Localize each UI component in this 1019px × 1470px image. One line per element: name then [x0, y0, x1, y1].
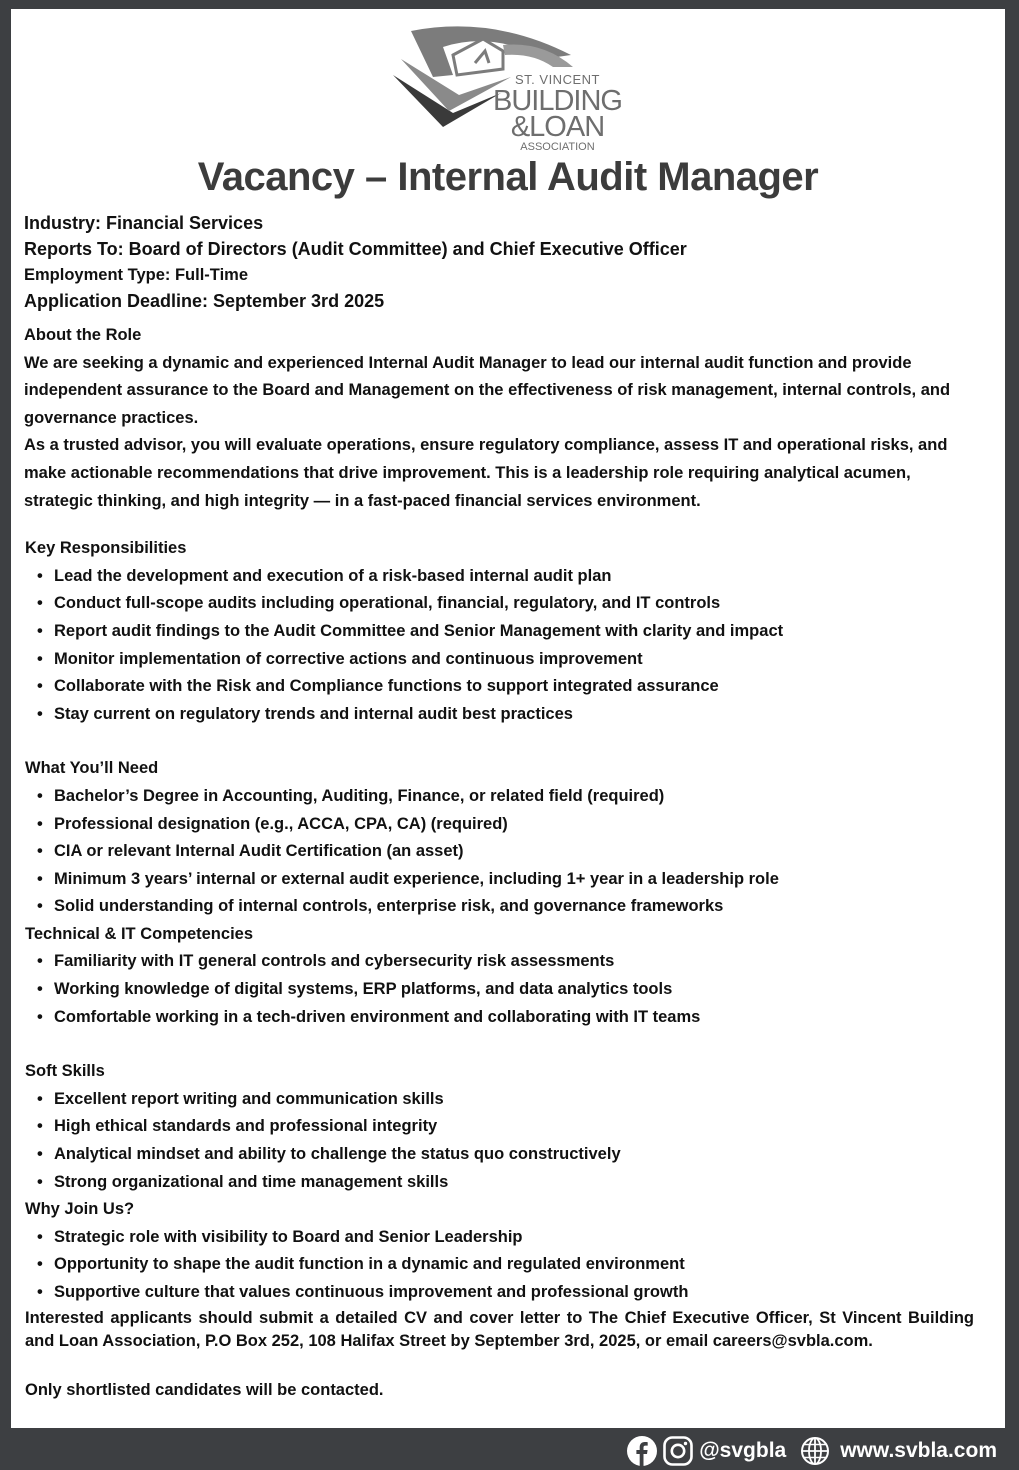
application-instructions: Interested applicants should submit a detailed CV and cover letter to The Chief Executive Officer, St Vincent Building and Loan Association, P.O Box 252, 108 Halifax Street by September 3rd, 2025, or email careers@svbla.com. [25, 1308, 974, 1351]
list-item: • Excellent report writing and communication skills [24, 1086, 974, 1114]
soft-skills-list [24, 1086, 974, 1196]
needs-heading: What You’ll Need [25, 759, 159, 778]
list-item: • Collaborate with the Risk and Compliance functions to support integrated assurance [24, 673, 974, 701]
list-item: • Report audit findings to the Audit Committee and Senior Management with clarity and impact [24, 618, 974, 646]
list-item: • Comfortable working in a tech-driven environment and collaborating with IT teams [24, 1004, 974, 1032]
responsibilities-heading: Key Responsibilities [25, 539, 187, 558]
about-paragraph-1: We are seeking a dynamic and experienced Internal Audit Manager to lead our internal audit function and provide independent assurance to the Board and Management on the effectiveness of risk management, internal controls, and governance practices. [24, 353, 951, 427]
about-heading: About the Role [24, 326, 142, 344]
why-join-heading: Why Join Us? [25, 1200, 135, 1219]
website-link[interactable]: www.svbla.com [840, 1439, 997, 1462]
facebook-icon[interactable] [627, 1436, 657, 1466]
list-item: • Bachelor’s Degree in Accounting, Auditing, Finance, or related field (required) [24, 783, 974, 811]
spacer [24, 1354, 974, 1377]
list-item: • Strong organizational and time management skills [24, 1169, 974, 1197]
logo-line-3: &LOAN [510, 111, 605, 143]
technical-list [24, 948, 974, 1031]
why-join-list [24, 1224, 974, 1307]
logo-line-2: BUILDING [493, 85, 622, 117]
list-item: • Opportunity to shape the audit function in a dynamic and regulated environment [24, 1251, 974, 1279]
list-item: • CIA or relevant Internal Audit Certification (an asset) [24, 838, 974, 866]
employment-type: Employment Type: Full-Time [24, 266, 248, 284]
social-footer [627, 1434, 997, 1468]
reports-to: Reports To: Board of Directors (Audit Committee) and Chief Executive Officer [24, 239, 687, 259]
spacer [24, 515, 974, 535]
list-item: • Analytical mindset and ability to challenge the status quo constructively [24, 1141, 974, 1169]
about-paragraph-2: As a trusted advisor, you will evaluate operations, ensure regulatory compliance, assess IT and operational risks, and make actionable recommendations that drive improvement. This is a leadership role requiring analytical acumen, strategic thinking, and high integrity — in a fast-paced financial services environment. [24, 436, 948, 510]
industry: Industry: Financial Services [24, 213, 264, 233]
needs-list [24, 783, 974, 921]
list-item: • Professional designation (e.g., ACCA, CPA, CA) (required) [24, 811, 974, 839]
list-item: • High ethical standards and professional integrity [24, 1113, 974, 1141]
application-deadline: Application Deadline: September 3rd 2025 [24, 291, 385, 311]
spacer [24, 728, 974, 755]
list-item: • Lead the development and execution of a risk-based internal audit plan [24, 563, 974, 591]
responsibilities-list [24, 563, 974, 729]
list-item: • Minimum 3 years’ internal or external audit experience, including 1+ year in a leadership role [24, 866, 974, 894]
logo-line-4: ASSOCIATION [520, 141, 595, 153]
page-title: Vacancy – Internal Audit Manager [197, 155, 819, 199]
technical-heading: Technical & IT Competencies [25, 924, 254, 943]
list-item: • Solid understanding of internal controls, enterprise risk, and governance frameworks [24, 893, 974, 921]
shortlist-note: Only shortlisted candidates will be contacted. [25, 1380, 384, 1399]
instagram-icon[interactable] [663, 1436, 693, 1466]
logo-wordmark [493, 73, 622, 153]
soft-skills-heading: Soft Skills [25, 1062, 105, 1081]
list-item: • Supportive culture that values continuous improvement and professional growth [24, 1279, 974, 1307]
list-item: • Familiarity with IT general controls and cybersecurity risk assessments [24, 948, 974, 976]
spacer [24, 1031, 974, 1058]
list-item: • Strategic role with visibility to Board and Senior Leadership [24, 1224, 974, 1252]
logo-line-1: ST. VINCENT [515, 72, 600, 87]
vacancy-poster [11, 9, 1005, 1428]
company-logo [383, 15, 633, 153]
list-item: • Stay current on regulatory trends and internal audit best practices [24, 701, 974, 729]
job-meta [24, 210, 984, 314]
list-item: • Conduct full-scope audits including operational, financial, regulatory, and IT controls [24, 590, 974, 618]
job-body [24, 322, 974, 1404]
list-item: • Working knowledge of digital systems, ERP platforms, and data analytics tools [24, 976, 974, 1004]
list-item: • Monitor implementation of corrective actions and continuous improvement [24, 646, 974, 674]
globe-icon [800, 1436, 830, 1466]
social-handle[interactable]: @svgbla [699, 1439, 787, 1462]
